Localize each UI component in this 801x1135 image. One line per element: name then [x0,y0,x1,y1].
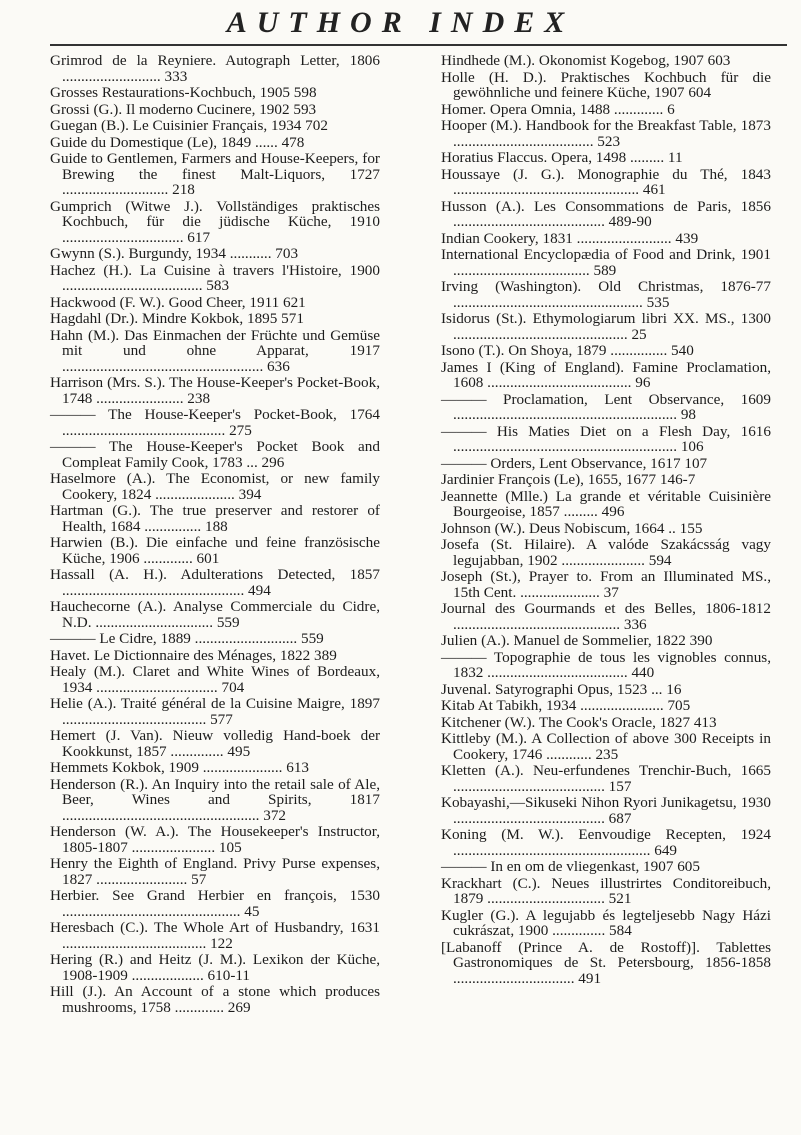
index-entry: Holle (H. D.). Praktisches Kochbuch für die gewöhnliche und feinere Küche, 1907 604 [441,68,771,101]
index-entry: Irving (Washington). Old Christmas, 1876-77 .................................................. 535 [441,278,771,311]
index-entry: Hachez (H.). La Cuisine à travers l'Histoire, 1900 ..................................... 583 [50,261,380,294]
index-entry: Jardinier François (Le), 1655, 1677 146-7 [441,471,696,488]
index-entry: ——— Topographie de tous les vignobles connus, 1832 ..................................... 440 [441,648,771,681]
index-entry: Isidorus (St.). Ethymologiarum libri XX. MS., 1300 .............................................. 25 [441,310,771,343]
index-entry: ——— His Maties Diet on a Flesh Day, 1616 ........................................................... 106 [441,422,771,455]
index-entry: Kitab At Tabikh, 1934 ...................... 705 [441,697,691,714]
index-entry: Juvenal. Satyrographi Opus, 1523 ... 16 [441,680,682,698]
index-entry: Jeannette (Mlle.) La grande et véritable Cuisinière Bourgeoise, 1857 ......... 496 [441,487,771,520]
page-title: AUTHOR INDEX [226,6,575,39]
index-entry: Koning (M. W.). Eenvoudige Recepten, 1924 .................................................... 649 [441,826,771,859]
index-entry: Hemert (J. Van). Nieuw volledig Hand-boek der Kookkunst, 1857 .............. 495 [50,727,380,760]
index-entry: Henry the Eighth of England. Privy Purse expenses, 1827 ........................ 57 [50,855,380,888]
index-entry: Hagdahl (Dr.). Mindre Kokbok, 1895 571 [50,310,304,327]
index-entry: James I (King of England). Famine Proclamation, 1608 ...................................... 96 [441,358,771,391]
index-entry: Hering (R.) and Heitz (J. M.). Lexikon der Küche, 1908-1909 ................... 610-11 [50,951,380,984]
index-entry: Homer. Opera Omnia, 1488 ............. 6 [441,100,675,118]
index-entry: Haselmore (A.). The Economist, or new family Cookery, 1824 ..................... 394 [50,470,380,503]
index-entry: International Encyclopædia of Food and Drink, 1901 .................................... 589 [441,246,771,279]
index-entry: ——— Le Cidre, 1889 ........................... 559 [50,630,324,647]
header-rule [50,44,787,46]
index-entry: Grossi (G.). Il moderno Cucinere, 1902 593 [50,100,317,118]
index-entry: Joseph (St.), Prayer to. From an Illuminated MS., 15th Cent. ..................... 37 [441,568,771,601]
index-entry: Harrison (Mrs. S.). The House-Keeper's Pocket-Book, 1748 ....................... 238 [50,374,380,407]
index-entry: Herbier. See Grand Herbier en françois, 1530 ............................................... 45 [50,887,380,920]
index-entry: Grimrod de la Reyniere. Autograph Letter, 1806 .......................... 333 [50,52,380,85]
index-entry: Harwien (B.). Die einfache und feine französische Küche, 1906 ............. 601 [50,534,380,567]
index-entry: Guide to Gentlemen, Farmers and House-Keepers, for Brewing the finest Malt-Liquors, 1727 ............................ 218 [50,150,380,198]
index-entry: Havet. Le Dictionnaire des Ménages, 1822 389 [50,646,337,664]
index-entry: Hill (J.). An Account of a stone which produces mushrooms, 1758 ............. 269 [50,983,380,1016]
index-entry: Journal des Gourmands et des Belles, 1806-1812 ............................................ 336 [441,600,771,633]
index-entry: Kitchener (W.). The Cook's Oracle, 1827 413 [441,713,717,731]
left-column [50,53,380,1016]
index-entry: ——— Proclamation, Lent Observance, 1609 ........................................................... 98 [441,390,771,423]
index-entry: Grosses Restaurations-Kochbuch, 1905 598 [50,84,317,101]
index-entry: Heresbach (C.). The Whole Art of Husbandry, 1631 ...................................... 122 [50,919,380,952]
index-entry: Hauchecorne (A.). Analyse Commerciale du Cidre, N.D. ............................... 559 [50,598,380,631]
index-entry: Hooper (M.). Handbook for the Breakfast Table, 1873 ..................................... 523 [441,117,771,150]
index-entry: Houssaye (J. G.). Monographie du Thé, 1843 ................................................. 461 [441,165,771,198]
index-entry: Hassall (A. H.). Adulterations Detected, 1857 ................................................ 494 [50,566,380,599]
index-entry: Kugler (G.). A legujabb és legteljesebb Nagy Házi cukrászat, 1900 .............. 584 [441,906,771,939]
right-column [441,53,771,987]
index-entry: Gwynn (S.). Burgundy, 1934 ........... 703 [50,245,299,262]
index-entry: Husson (A.). Les Consommations de Paris, 1856 ........................................ 489-90 [441,197,771,230]
index-entry: Guegan (B.). Le Cuisinier Français, 1934 702 [50,117,328,134]
index-entry: Kletten (A.). Neu-erfundenes Trenchir-Buch, 1665 ........................................ 157 [441,762,771,795]
index-entry: ——— The House-Keeper's Pocket-Book, 1764 ........................................... 275 [50,406,380,439]
index-entry: ——— The House-Keeper's Pocket Book and Compleat Family Cook, 1783 ... 296 [50,438,380,471]
index-entry: Hindhede (M.). Okonomist Kogebog, 1907 603 [441,52,731,69]
index-entry: Indian Cookery, 1831 ......................... 439 [441,229,699,247]
index-entry: Henderson (R.). An Inquiry into the retail sale of Ale, Beer, Wines and Spirits, 1817 .................................................... 372 [50,775,380,824]
index-entry: Josefa (St. Hilaire). A valóde Szakácsság vagy legujabban, 1902 ...................... 594 [441,536,771,569]
index-entry: Hahn (M.). Das Einmachen der Früchte und Gemüse mit und ohne Apparat, 1917 ..................................................... 636 [50,326,380,375]
index-entry: Gumprich (Witwe J.). Vollständiges praktisches Kochbuch, für die jüdische Küche, 1910 ................................ 617 [50,197,380,246]
index-entry: ——— Orders, Lent Observance, 1617 107 [441,454,708,472]
index-entry: Hemmets Kokbok, 1909 ..................... 613 [50,759,310,776]
index-entry: Isono (T.). On Shoya, 1879 ............... 540 [441,342,694,359]
index-entry: Johnson (W.). Deus Nobiscum, 1664 .. 155 [441,519,703,537]
index-entry: ——— In en om de vliegenkast, 1907 605 [441,858,700,875]
index-entry: Guide du Domestique (Le), 1849 ...... 478 [50,133,305,151]
index-entry: [Labanoff (Prince A. de Rostoff)]. Tablettes Gastronomiques de St. Petersbourg, 1856-1858 ................................ 491 [441,938,771,987]
index-entry: Kobayashi,—Sikuseki Nihon Ryori Junikagetsu, 1930 ........................................ 687 [441,794,771,827]
index-entry: Julien (A.). Manuel de Sommelier, 1822 390 [441,632,713,649]
index-entry: Hackwood (F. W.). Good Cheer, 1911 621 [50,293,306,311]
index-entry: Hartman (G.). The true preserver and restorer of Health, 1684 ............... 188 [50,502,380,535]
index-entry: Kittleby (M.). A Collection of above 300 Receipts in Cookery, 1746 ............ 235 [441,730,771,763]
index-entry: Helie (A.). Traité général de la Cuisine Maigre, 1897 ...................................... 577 [50,695,380,728]
index-entry: Krackhart (C.). Neues illustrirtes Conditoreibuch, 1879 ............................... 521 [441,874,771,907]
index-entry: Horatius Flaccus. Opera, 1498 ......... 11 [441,149,683,166]
index-entry: Healy (M.). Claret and White Wines of Bordeaux, 1934 ................................ 704 [50,663,380,696]
index-entry: Henderson (W. A.). The Housekeeper's Instructor, 1805-1807 ...................... 105 [50,823,380,856]
